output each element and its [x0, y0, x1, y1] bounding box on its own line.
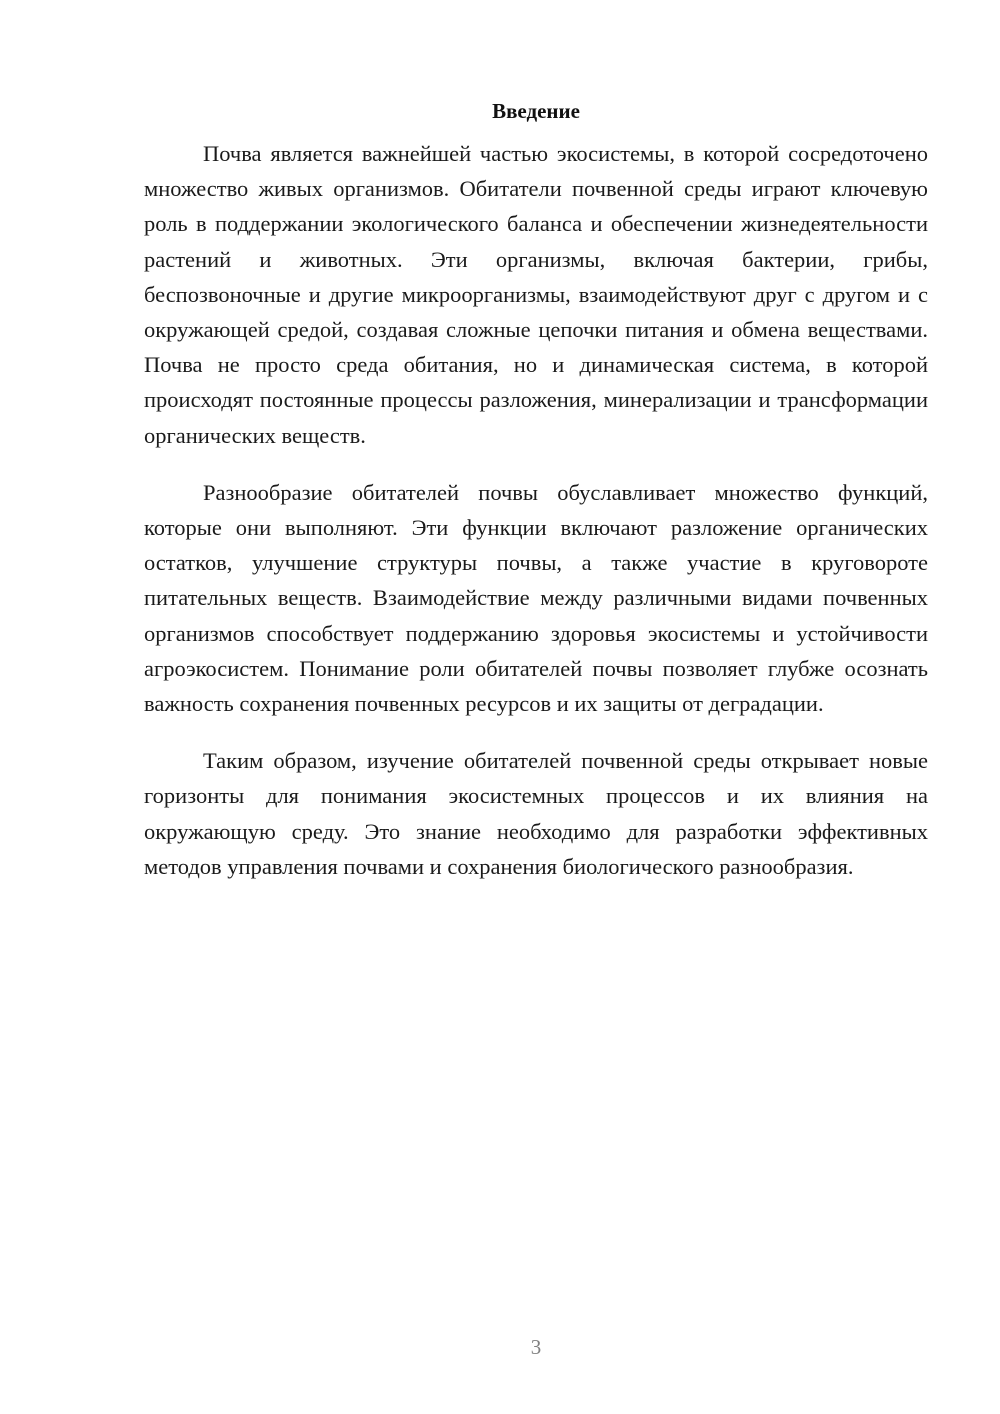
paragraph-2: Разнообразие обитателей почвы обуславливает множество функций, которые они выполняют. Эти функции включают разложение органических остатков, улучшение структуры почвы, а также участие в круговороте питательных веществ. Взаимодействие между различными видами почвенных организмов способствует поддержанию здоровья экосистемы и устойчивости агроэкосистем. Понимание роли обитателей почвы позволяет глубже осознать важность сохранения почвенных ресурсов и их защиты от деградации.: [144, 479, 928, 717]
page-title: Введение: [492, 99, 580, 123]
paragraph-3: Таким образом, изучение обитателей почвенной среды открывает новые горизонты для понимания экосистемных процессов и их влияния на окружающую среду. Это знание необходимо для разработки эффективных методов управления почвами и сохранения биологического разнообразия.: [144, 748, 928, 879]
page-number: 3: [530, 1335, 542, 1359]
page-content: [144, 96, 928, 906]
paragraph-1: Почва является важнейшей частью экосистемы, в которой сосредоточено множество живых организмов. Обитатели почвенной среды играют ключевую роль в поддержании экологического баланса и обеспечении жизнедеятельности растений и животных. Эти организмы, включая бактерии, грибы, беспозвоночные и другие микроорганизмы, взаимодействуют друг с другом и с окружающей средой, создавая сложные цепочки питания и обмена веществами. Почва не просто среда обитания, но и динамическая система, в которой происходят постоянные процессы разложения, минерализации и трансформации органических веществ.: [144, 141, 928, 448]
